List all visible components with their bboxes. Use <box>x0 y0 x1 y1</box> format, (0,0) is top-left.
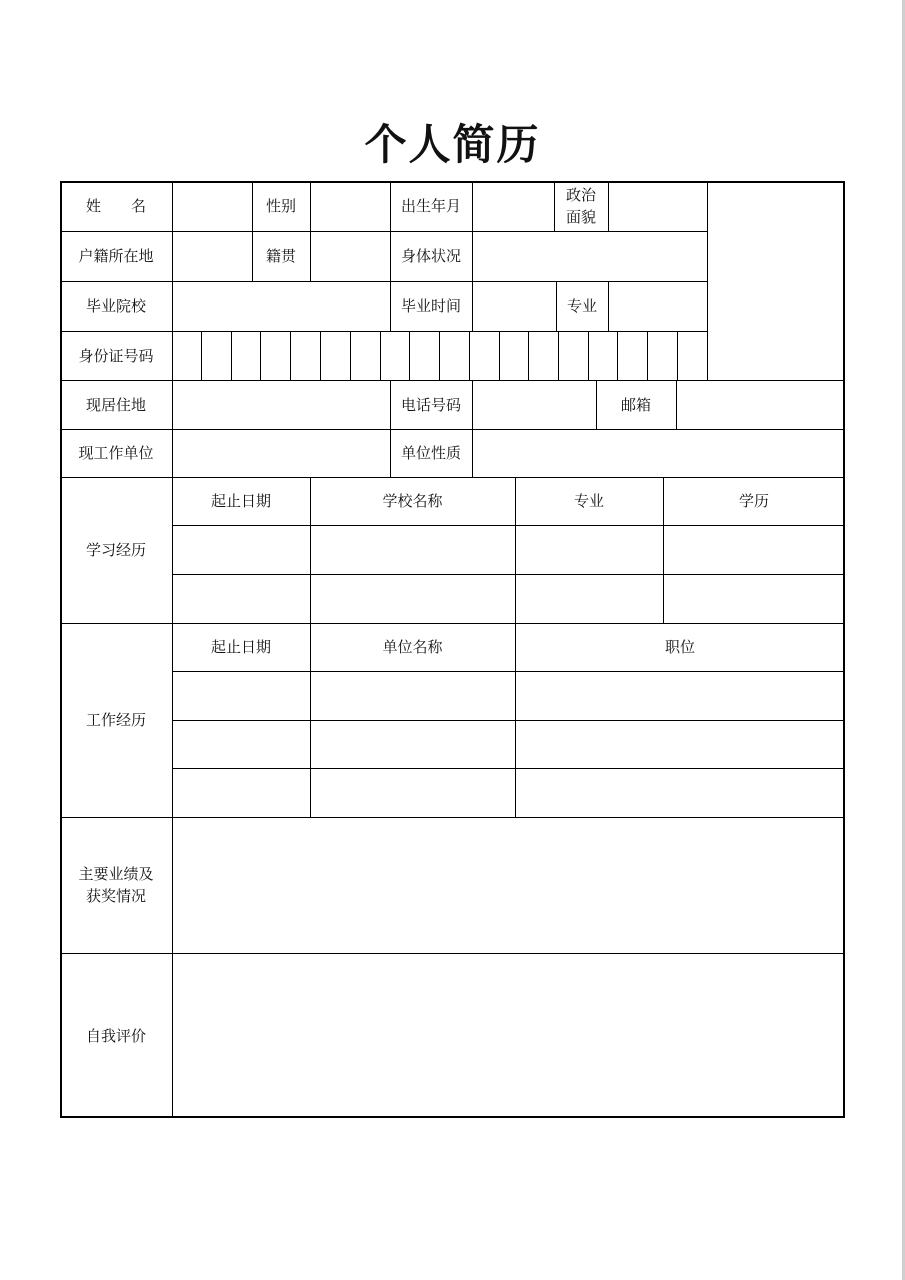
education-section-label: 学习经历 <box>85 541 146 559</box>
self-evaluation-label: 自我评价 <box>85 1026 146 1045</box>
employer-type-label: 单位性质 <box>400 444 461 462</box>
phone-field[interactable] <box>473 381 596 429</box>
education-row-2-school[interactable] <box>311 575 515 623</box>
major-field[interactable] <box>609 282 707 331</box>
education-row-1-degree[interactable] <box>664 526 845 574</box>
work-row-1-position[interactable] <box>516 672 845 720</box>
household-label: 户籍所在地 <box>78 247 154 265</box>
work-row-2-dates[interactable] <box>173 721 310 768</box>
employer-type-field[interactable] <box>473 430 845 477</box>
education-row-1-school[interactable] <box>311 526 515 574</box>
health-label: 身体状况 <box>400 247 461 265</box>
education-col-dates: 起止日期 <box>210 492 271 510</box>
household-field[interactable] <box>173 232 252 281</box>
work-col-company: 单位名称 <box>382 638 443 656</box>
phone-label: 电话号码 <box>400 395 461 414</box>
work-row-3-position[interactable] <box>516 769 845 817</box>
email-label: 邮箱 <box>620 395 651 414</box>
education-col-major: 专业 <box>573 492 604 510</box>
education-row-1-dates[interactable] <box>173 526 310 574</box>
education-col-school: 学校名称 <box>382 492 443 510</box>
email-field[interactable] <box>677 381 845 429</box>
native-place-label: 籍贯 <box>265 247 296 265</box>
id-number-label: 身份证号码 <box>78 346 154 365</box>
name-field[interactable] <box>173 182 252 231</box>
photo-box[interactable] <box>708 182 845 380</box>
health-field[interactable] <box>473 232 707 281</box>
education-row-2-dates[interactable] <box>173 575 310 623</box>
achievements-field[interactable] <box>173 818 845 953</box>
education-col-degree: 学历 <box>738 492 769 510</box>
work-row-1-dates[interactable] <box>173 672 310 720</box>
gender-field[interactable] <box>311 182 390 231</box>
work-col-dates: 起止日期 <box>210 638 271 656</box>
work-row-3-company[interactable] <box>311 769 515 817</box>
achievements-label: 主要业绩及 获奖情况 <box>78 865 154 905</box>
gender-label: 性别 <box>265 197 296 215</box>
work-row-2-position[interactable] <box>516 721 845 768</box>
id-number-boxes[interactable] <box>173 332 707 380</box>
self-evaluation-field[interactable] <box>173 954 845 1118</box>
native-place-field[interactable] <box>311 232 390 281</box>
page-title: 个人简历 <box>364 120 541 169</box>
work-section-label: 工作经历 <box>85 711 146 729</box>
political-status-field[interactable] <box>609 182 707 231</box>
education-row-2-degree[interactable] <box>664 575 845 623</box>
education-row-1-major[interactable] <box>516 526 663 574</box>
work-row-1-company[interactable] <box>311 672 515 720</box>
address-field[interactable] <box>173 381 390 429</box>
education-row-2-major[interactable] <box>516 575 663 623</box>
birth-label: 出生年月 <box>400 197 461 215</box>
birth-field[interactable] <box>473 182 554 231</box>
employer-label: 现工作单位 <box>78 444 154 462</box>
graduation-time-label: 毕业时间 <box>400 297 461 315</box>
employer-field[interactable] <box>173 430 390 477</box>
school-label: 毕业院校 <box>85 297 146 315</box>
political-status-label: 政治 面貌 <box>565 186 596 226</box>
work-row-3-dates[interactable] <box>173 769 310 817</box>
graduation-time-field[interactable] <box>473 282 556 331</box>
name-label: 姓 名 <box>85 197 146 215</box>
address-label: 现居住地 <box>85 395 146 414</box>
school-field[interactable] <box>173 282 390 331</box>
major-label: 专业 <box>566 297 597 315</box>
work-row-2-company[interactable] <box>311 721 515 768</box>
work-col-position: 职位 <box>664 638 695 656</box>
